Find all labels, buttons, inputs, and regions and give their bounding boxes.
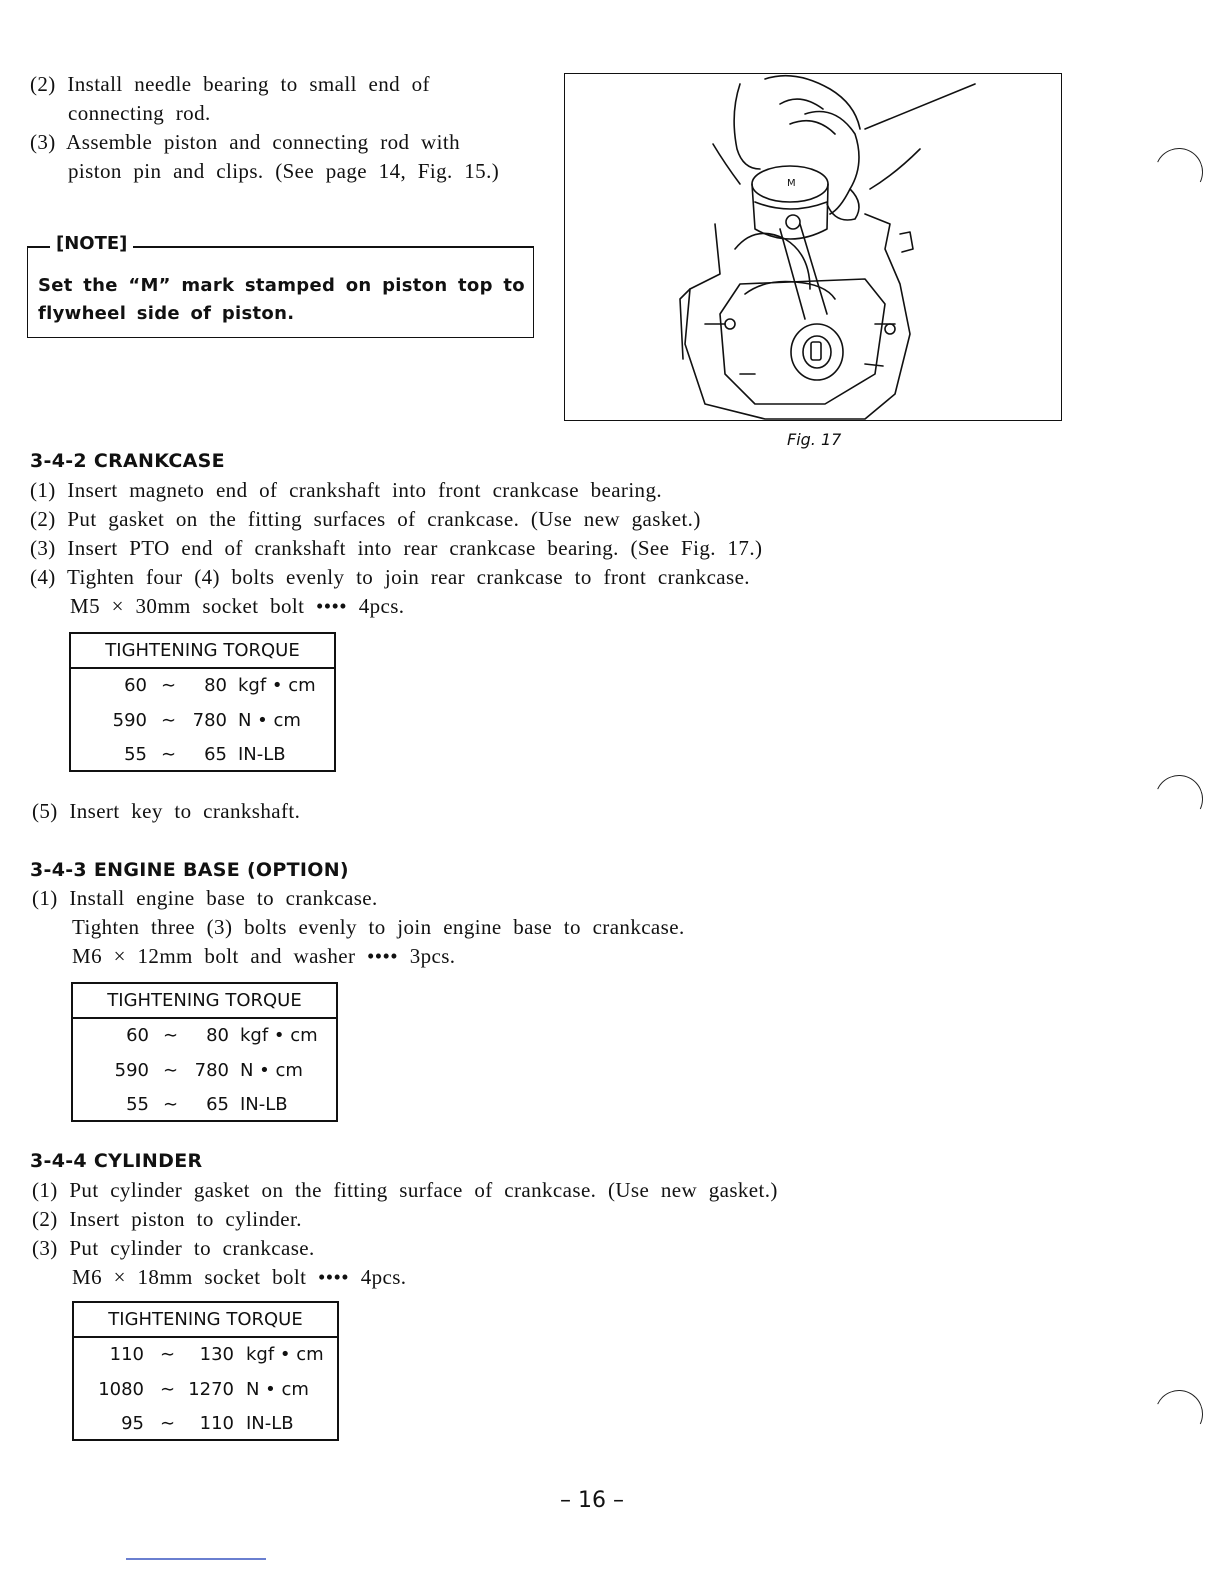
piston-assembly-illustration xyxy=(565,74,1062,421)
page-number: – 16 – xyxy=(560,1488,624,1513)
step-install-needle-bearing-cont: connecting rod. xyxy=(68,101,211,125)
torque-max: 780 xyxy=(194,1059,229,1081)
torque-min: 590 xyxy=(112,709,147,731)
torque-max: 130 xyxy=(199,1344,234,1365)
step-assemble-piston-cont: piston pin and clips. (See page 14, Fig. 15.) xyxy=(68,159,500,183)
torque-min: 55 xyxy=(124,744,147,765)
torque-row xyxy=(74,1407,337,1442)
torque-table-crankcase xyxy=(69,632,336,772)
torque-max: 780 xyxy=(192,709,227,731)
torque-range-sep: ∼ xyxy=(161,675,177,696)
torque-max: 80 xyxy=(204,675,227,696)
torque-max: 1270 xyxy=(188,1378,234,1400)
crankcase-step-5: (5) Insert key to crankshaft. xyxy=(32,799,301,823)
torque-table-header: TIGHTENING TORQUE xyxy=(74,1303,337,1338)
torque-max: 80 xyxy=(206,1025,229,1046)
cylinder-step-2: (2) Insert piston to cylinder. xyxy=(32,1207,302,1231)
torque-range-sep: ∼ xyxy=(161,709,177,731)
torque-table-cylinder xyxy=(72,1301,339,1441)
torque-row xyxy=(73,1088,336,1123)
crankcase-step-3: (3) Insert PTO end of crankshaft into rear crankcase bearing. (See Fig. 17.) xyxy=(30,536,763,560)
torque-max: 65 xyxy=(204,744,227,765)
torque-range-sep: ∼ xyxy=(163,1025,179,1046)
engine-base-bolt-spec: M6 × 12mm bolt and washer •••• 3pcs. xyxy=(72,944,456,968)
torque-min: 60 xyxy=(124,675,147,696)
cylinder-bolt-spec: M6 × 18mm socket bolt •••• 4pcs. xyxy=(72,1265,407,1289)
torque-range-sep: ∼ xyxy=(160,1344,176,1365)
note-label: [NOTE] xyxy=(50,233,133,254)
note-text-line-2: flywheel side of piston. xyxy=(38,303,295,324)
torque-min: 110 xyxy=(109,1344,144,1365)
torque-min: 95 xyxy=(121,1413,144,1434)
torque-row xyxy=(73,1054,336,1089)
section-heading-crankcase: 3-4-2 CRANKCASE xyxy=(30,450,225,472)
torque-row xyxy=(74,1338,337,1373)
torque-row xyxy=(71,738,334,773)
step-install-needle-bearing: (2) Install needle bearing to small end of xyxy=(30,72,430,96)
figure-caption: Fig. 17 xyxy=(787,430,842,449)
torque-range-sep: ∼ xyxy=(160,1413,176,1434)
torque-min: 590 xyxy=(114,1059,149,1081)
figure-17 xyxy=(564,73,1062,421)
torque-max: 110 xyxy=(199,1413,234,1434)
engine-base-step-1-cont: Tighten three (3) bolts evenly to join engine base to crankcase. xyxy=(72,915,685,939)
note-text-line-1: Set the “M” mark stamped on piston top to xyxy=(38,275,525,296)
punch-hole-mark xyxy=(1148,1383,1210,1445)
torque-unit: N • cm xyxy=(240,1059,303,1081)
torque-table-engine-base xyxy=(71,982,338,1122)
torque-unit: IN-LB xyxy=(240,1094,288,1115)
torque-min: 60 xyxy=(126,1025,149,1046)
piston-m-mark: M xyxy=(787,178,796,189)
torque-row xyxy=(71,669,334,704)
bottom-rule xyxy=(126,1558,266,1560)
torque-unit: N • cm xyxy=(246,1378,309,1400)
torque-row xyxy=(73,1019,336,1054)
torque-range-sep: ∼ xyxy=(163,1059,179,1081)
torque-unit: IN-LB xyxy=(238,744,286,765)
torque-min: 1080 xyxy=(98,1378,144,1400)
torque-table-header: TIGHTENING TORQUE xyxy=(71,634,334,669)
torque-unit: kgf • cm xyxy=(238,675,316,696)
section-heading-engine-base: 3-4-3 ENGINE BASE (OPTION) xyxy=(30,859,349,881)
engine-base-step-1: (1) Install engine base to crankcase. xyxy=(32,886,378,910)
section-heading-cylinder: 3-4-4 CYLINDER xyxy=(30,1150,203,1172)
torque-min: 55 xyxy=(126,1094,149,1115)
torque-max: 65 xyxy=(206,1094,229,1115)
crankcase-step-4: (4) Tighten four (4) bolts evenly to join rear crankcase to front crankcase. xyxy=(30,565,750,589)
torque-range-sep: ∼ xyxy=(161,744,177,765)
torque-row xyxy=(74,1373,337,1408)
torque-row xyxy=(71,704,334,739)
crankcase-bolt-spec: M5 × 30mm socket bolt •••• 4pcs. xyxy=(70,594,405,618)
cylinder-step-1: (1) Put cylinder gasket on the fitting surface of crankcase. (Use new gasket.) xyxy=(32,1178,778,1202)
torque-table-header: TIGHTENING TORQUE xyxy=(73,984,336,1019)
step-assemble-piston: (3) Assemble piston and connecting rod with xyxy=(30,130,460,154)
torque-range-sep: ∼ xyxy=(163,1094,179,1115)
punch-hole-mark xyxy=(1148,141,1210,203)
crankcase-step-1: (1) Insert magneto end of crankshaft into front crankcase bearing. xyxy=(30,478,663,502)
torque-unit: IN-LB xyxy=(246,1413,294,1434)
crankcase-step-2: (2) Put gasket on the fitting surfaces of crankcase. (Use new gasket.) xyxy=(30,507,701,531)
torque-unit: kgf • cm xyxy=(246,1344,324,1365)
torque-unit: N • cm xyxy=(238,709,301,731)
cylinder-step-3: (3) Put cylinder to crankcase. xyxy=(32,1236,315,1260)
torque-range-sep: ∼ xyxy=(160,1378,176,1400)
torque-unit: kgf • cm xyxy=(240,1025,318,1046)
punch-hole-mark xyxy=(1148,768,1210,830)
